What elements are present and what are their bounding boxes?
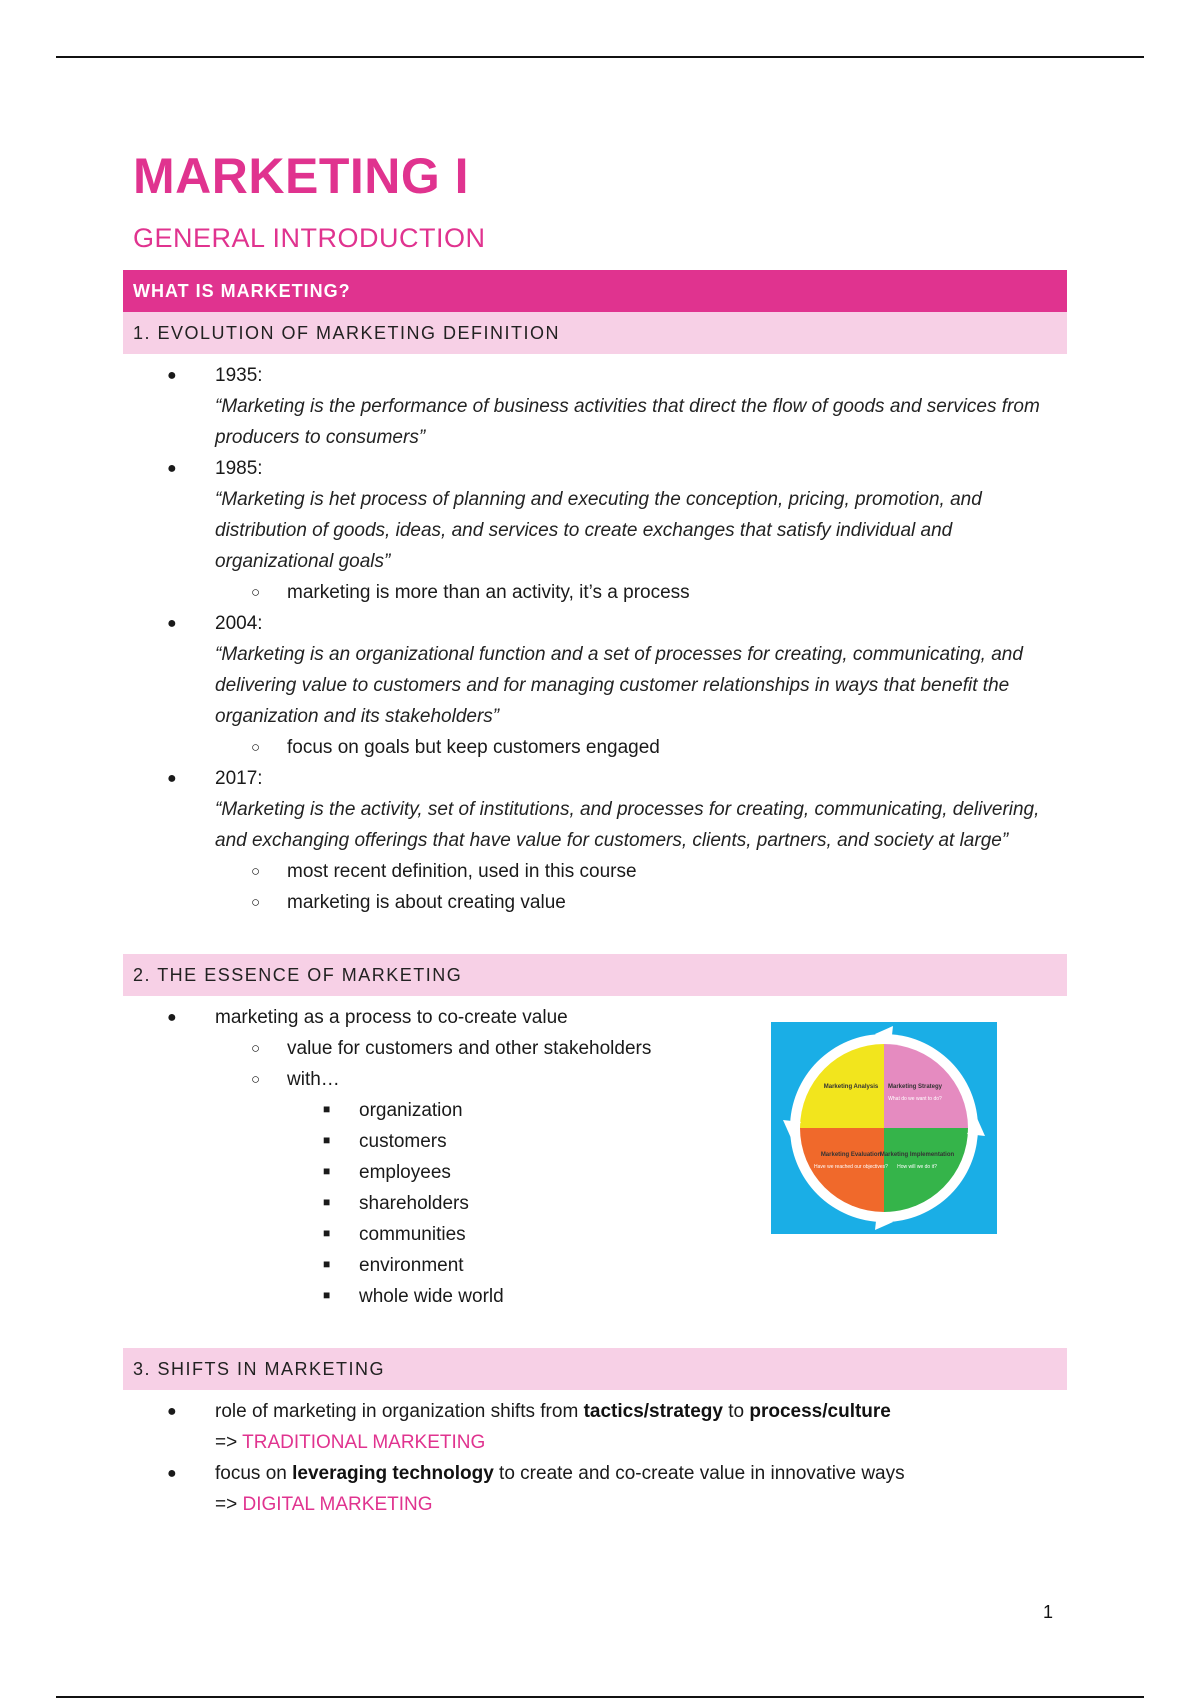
- square-bullet-icon: ■: [323, 1195, 331, 1209]
- list-item: [133, 763, 1067, 918]
- page-number: 1: [1043, 1602, 1054, 1622]
- sub-list-item: ○ most recent definition, used in this course: [215, 856, 1067, 887]
- list-item: ● focus on leveraging technology to create and co-create value in innovative ways => DIGITAL MARKETING: [133, 1458, 1067, 1520]
- section-heading-shifts: 3. SHIFTS IN MARKETING: [123, 1348, 1067, 1390]
- stakeholder-item: ■ whole wide world: [287, 1281, 1067, 1312]
- circle-bullet-icon: ○: [251, 584, 261, 601]
- document-subtitle: GENERAL INTRODUCTION: [133, 223, 486, 253]
- stakeholder-item: ■ shareholders: [287, 1188, 1067, 1219]
- definition-year: 2017:: [215, 768, 263, 789]
- list-item: ● marketing as a process to co-create value ○ value for customers and other stakeholders ○ with… ■ organization ■ customers ■ employees ■ shareholders ■ communities ■ environment ■ whole wide world: [133, 1002, 1067, 1312]
- definition-quote: “Marketing is the activity, set of institutions, and processes for creating, communicating, delivering, and exchanging offerings that have value for customers, clients, partners, and society at large”: [215, 799, 1040, 851]
- sub-list-item: ○ with… ■ organization ■ customers ■ employees ■ shareholders ■ communities ■ environment ■ whole wide world: [215, 1064, 1067, 1312]
- quadrant-question: Have we reached our objectives?: [814, 1164, 888, 1170]
- circle-bullet-icon: ○: [251, 1040, 261, 1057]
- digital-marketing-label: DIGITAL MARKETING: [242, 1494, 433, 1515]
- stakeholder-item: ■ environment: [287, 1250, 1067, 1281]
- definition-quote: “Marketing is the performance of business activities that direct the flow of goods and services from producers to consumers”: [215, 396, 1040, 448]
- square-bullet-icon: ■: [323, 1133, 331, 1147]
- bullet-icon: ●: [167, 1403, 177, 1420]
- square-bullet-icon: ■: [323, 1257, 331, 1271]
- document-title: MARKETING I: [133, 148, 470, 204]
- circle-bullet-icon: ○: [251, 1071, 261, 1088]
- circle-bullet-icon: ○: [251, 863, 261, 880]
- section-heading-evolution: 1. EVOLUTION OF MARKETING DEFINITION: [123, 312, 1067, 354]
- quadrant-label: Marketing Evaluation: [820, 1152, 882, 1158]
- bottom-rule: [56, 1696, 1144, 1698]
- traditional-marketing-label: TRADITIONAL MARKETING: [242, 1432, 486, 1453]
- stakeholder-item: ■ customers: [287, 1126, 1067, 1157]
- marketing-cycle-diagram: [771, 1022, 997, 1234]
- list-item: [133, 608, 1067, 763]
- square-bullet-icon: ■: [323, 1102, 331, 1116]
- list-item: [133, 453, 1067, 608]
- sub-list-item: ○ value for customers and other stakeholders: [215, 1033, 1067, 1064]
- quadrant-label: Marketing Strategy: [887, 1084, 943, 1090]
- top-rule: [56, 56, 1144, 58]
- quadrant-question: What do we want to do?: [888, 1096, 942, 1102]
- definition-quote: “Marketing is het process of planning and executing the conception, pricing, promotion, and distribution of goods, ideas, and services to create exchanges that satisfy individual and organizational goals”: [215, 489, 982, 572]
- bullet-icon: ●: [167, 770, 177, 787]
- definition-year: 2004:: [215, 613, 263, 634]
- bullet-icon: ●: [167, 1465, 177, 1482]
- document-body: [133, 140, 1067, 1520]
- definition-year: 1985:: [215, 458, 263, 479]
- list-item: ● role of marketing in organization shifts from tactics/strategy to process/culture => TRADITIONAL MARKETING: [133, 1396, 1067, 1458]
- sub-list-item: ○ marketing is about creating value: [215, 887, 1067, 918]
- square-bullet-icon: ■: [323, 1164, 331, 1178]
- stakeholder-item: ■ communities: [287, 1219, 1067, 1250]
- circle-bullet-icon: ○: [251, 894, 261, 911]
- stakeholder-item: ■ organization: [287, 1095, 1067, 1126]
- quadrant-question: How will we do it?: [897, 1164, 937, 1170]
- stakeholder-item: ■ employees: [287, 1157, 1067, 1188]
- list-item: [133, 360, 1067, 453]
- quadrant-label: Marketing Implementation: [879, 1152, 955, 1158]
- circle-bullet-icon: ○: [251, 739, 261, 756]
- bullet-icon: ●: [167, 615, 177, 632]
- sub-list-item: ○ marketing is more than an activity, it’s a process: [215, 577, 1067, 608]
- sub-list-item: ○ focus on goals but keep customers engaged: [215, 732, 1067, 763]
- bullet-icon: ●: [167, 460, 177, 477]
- square-bullet-icon: ■: [323, 1288, 331, 1302]
- shifts-list: [133, 1390, 1067, 1520]
- section-heading-essence: 2. THE ESSENCE OF MARKETING: [123, 954, 1067, 996]
- quadrant-label: Marketing Analysis: [823, 1084, 879, 1090]
- bullet-icon: ●: [167, 367, 177, 384]
- definition-quote: “Marketing is an organizational function and a set of processes for creating, communicating, and delivering value to customers and for managing customer relationships in ways that benefit the organization and its stakeholders”: [215, 644, 1023, 727]
- section-banner: WHAT IS MARKETING?: [123, 270, 1067, 312]
- square-bullet-icon: ■: [323, 1226, 331, 1240]
- bullet-icon: ●: [167, 1009, 177, 1026]
- definition-year: 1935:: [215, 365, 263, 386]
- definitions-list: [133, 354, 1067, 918]
